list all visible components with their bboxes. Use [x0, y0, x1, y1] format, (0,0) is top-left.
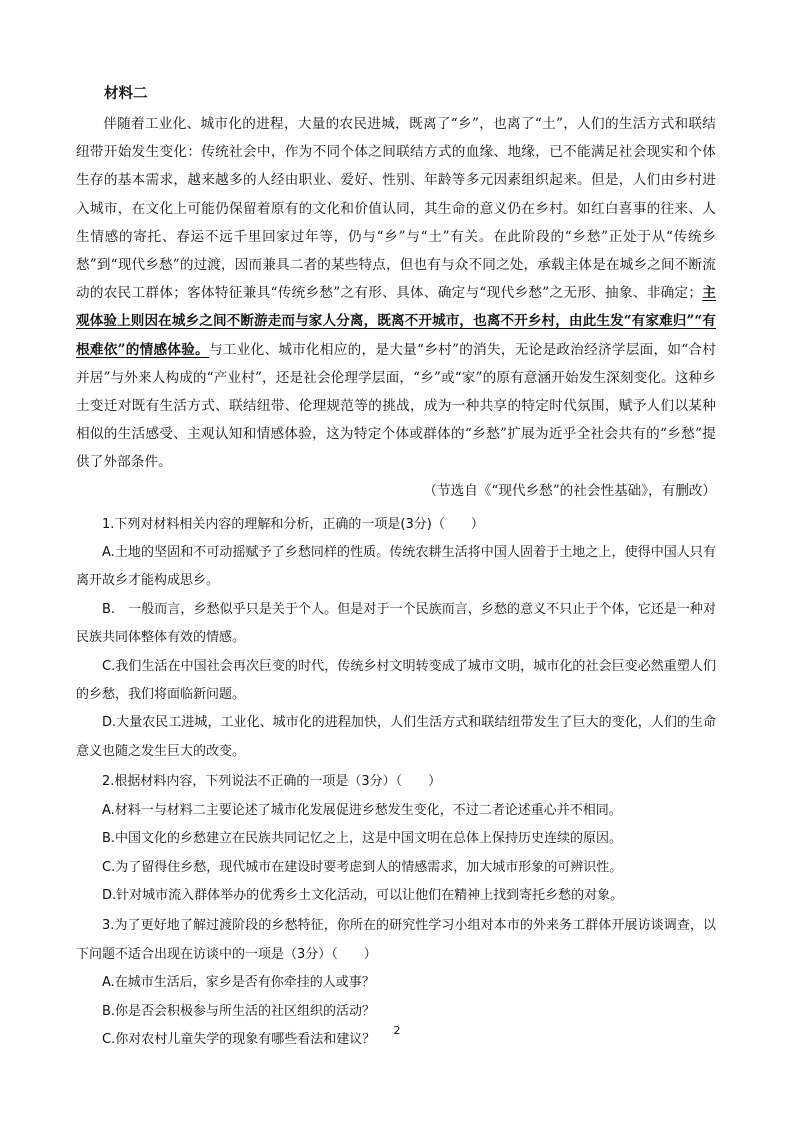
option-a: A.土地的坚固和不可动摇赋予了乡愁同样的性质。传统农耕生活将中国人固着于土地之上，使得中国人只有离开故乡才能构成思乡。 — [76, 545, 716, 589]
page-number: 2 — [393, 1024, 401, 1037]
option-d: D.针对城市流入群体举办的优秀乡土文化活动，可以让他们在精神上找到寄托乡愁的对象。 — [102, 887, 624, 903]
question-2 — [76, 768, 716, 910]
option-b: B.中国文化的乡愁建立在民族共同记忆之上，这是中国文明在总体上保持历史连续的原因。 — [102, 831, 623, 847]
question-stem: 1.下列对材料相关内容的理解和分析，正确的一项是(3分)（ ） — [102, 516, 484, 532]
question-stem: 2.根据材料内容，下列说法不正确的一项是（3分）（ ） — [102, 774, 442, 790]
material-paragraph — [76, 110, 716, 477]
highlighted-sentence: 主观体验上则因在城乡之间不断游走而与家人分离，既离不开城市，也离不开乡村，由此生发“有家难归”“有根难依”的情感体验。 — [76, 285, 716, 358]
option-a: A.材料一与材料二主要论述了城市化发展促进乡愁发生变化，不过二者论述重心并不相同。 — [102, 802, 622, 818]
option-d: D.大量农民工进城，工业化、城市化的进程加快，人们生活方式和联结纽带发生了巨大的变化，人们的生命意义也随之发生巨大的改变。 — [76, 715, 716, 759]
source-citation: （节选自《“现代乡愁”的社会性基础》，有删改） — [423, 482, 716, 499]
option-c: C.你对农村儿童失学的现象有哪些看法和建议？ — [102, 1031, 376, 1047]
option-b: B.你是否会积极参与所生活的社区组织的活动？ — [102, 1003, 376, 1019]
question-1 — [76, 511, 716, 767]
option-b: B. 一般而言，乡愁似乎只是关于个人。但是对于一个民族而言，乡愁的意义不只止于个体，它还是一种对民族共同体整体有效的情感。 — [76, 601, 716, 646]
option-c: C.为了留得住乡愁，现代城市在建设时要考虑到人的情感需求，加大城市形象的可辨识性。 — [102, 859, 623, 875]
option-a: A.在城市生活后，家乡是否有你牵挂的人或事？ — [102, 975, 375, 991]
material-heading: 材料二 — [104, 85, 148, 102]
option-c: C.我们生活在中国社会再次巨变的时代，传统乡村文明转变成了城市文明，城市化的社会巨变必然重塑人们的乡愁，我们将面临新问题。 — [76, 658, 716, 703]
question-stem: 3.为了更好地了解过渡阶段的乡愁特征，你所在的研究性学习小组对本市的外来务工群体开展访谈调查，以下问题不适合出现在访谈中的一项是（3分）（ ） — [76, 918, 716, 962]
material-text-part-1: 伴随着工业化、城市化的进程，大量的农民进城，既离了“乡”，也离了“土”，人们的生活方式和联结纽带开始发生变化：传统社会中，作为不同个体之间联结方式的血缘、地缘，已不能满足社会现实和个体生存的基本需求，越来越多的人经由职业、爱好、性别、年龄等多元因素组织起来。但是，人们由乡村进入城市，在文化上可能仍保留着原有的文化和价值认同，其生命的意义仍在乡村。如红白喜事的往来、人生情感的寄托、春运不远千里回家过年等，仍与“乡”与“土”有关。在此阶段的“乡愁”正处于从“传统乡愁”到“现代乡愁”的过渡，因而兼具二者的某些特点，但也有与众不同之处，承载主体是在城乡之间不断流动的农民工群体；客体特征兼具“传统乡愁”之有形、具体、确定与“现代乡愁”之无形、抽象、非确定； — [76, 116, 716, 302]
material-text-part-2: 与工业化、城市化相应的，是大量“乡村”的消失，无论是政治经济学层面，如“合村并居”与外来人构成的“产业村”，还是社会伦理学层面，“乡”或“家”的原有意涵开始发生深刻变化。这种乡土变迁对既有生活方式、联结纽带、伦理规范等的挑战，成为一种共享的特定时代氛围，赋予人们以某种相似的生活感受、主观认知和情感体验，这为特定个体或群体的“乡愁”扩展为近乎全社会共有的“乡愁”提供了外部条件。 — [76, 341, 716, 471]
